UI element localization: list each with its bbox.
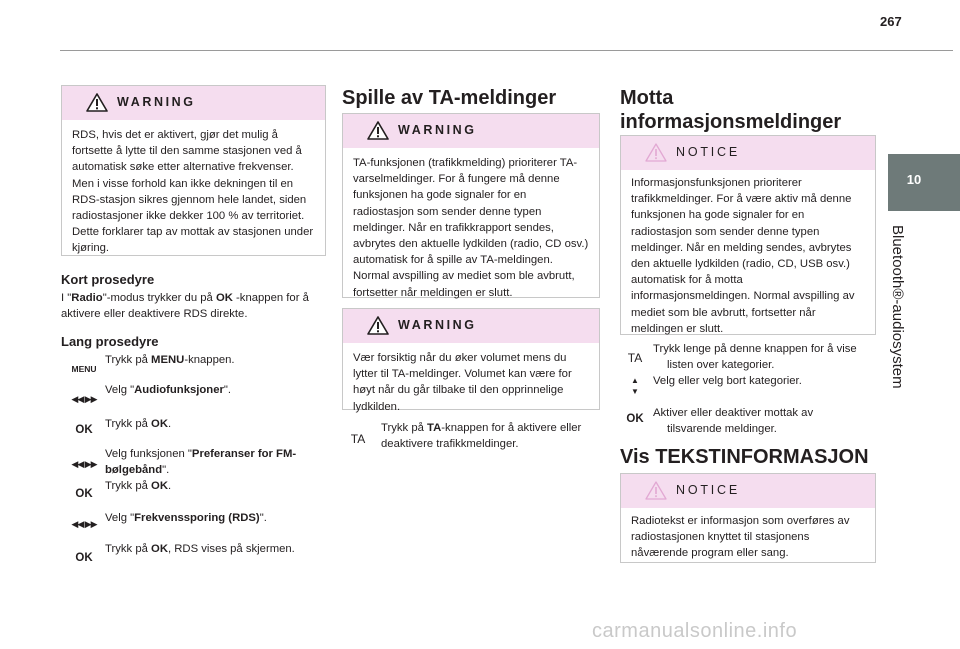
ta-button-symbol: TA: [627, 351, 643, 365]
step-1: Trykk på MENU-knappen.: [105, 354, 235, 366]
warning-header: [343, 114, 599, 148]
ok-button-symbol: OK: [75, 424, 93, 436]
warning-header: [343, 309, 599, 343]
menu-button-symbol: MENU: [71, 364, 97, 374]
notice-text: Radiotekst er informasjon som overføres av radiostasjonen knyttet til stasjonens nåværende program eller sang.: [631, 515, 850, 560]
ok-button-symbol: OK: [75, 488, 93, 500]
warning-box-rds: [61, 85, 326, 256]
warning-text: TA-funksjonen (trafikkmelding) prioriterer TA-varselmeldinger. For å fungere må denne funksjonen ha gode signaler for en radiostasjon som sender denne typen meldinger. Når en trafikkrapport sendes, avbrytes den aktuelle lydkilden (radio, CD osv.) automatisk for å spille av TA-meldingen. Normal avspilling av mediet som ble avbrutt, fortsetter når meldingen er slutt.: [353, 157, 589, 299]
ok-instruction: Aktiver eller deaktiver mottak av tilsvarende meldinger.: [653, 407, 814, 435]
notice-text: Informasjonsfunksjonen prioriterer trafikkmeldinger. For å være aktiv må denne funksjonen ha gode signaler for en radiostasjon som sender denne typen meldinger. Når en melding sendes, avbrytes den aktuelle lydkilden (radio, CD, USB osv.) automatisk for å motta informasjonsmeldingen. Normal avspilling av mediet som ble avbrutt, fortsetter når meldingen er slutt.: [631, 177, 855, 335]
ok-button-symbol: OK: [75, 552, 93, 564]
long-procedure-heading: Lang prosedyre: [61, 334, 159, 349]
info-section-heading: Motta informasjonsmeldinger: [620, 87, 842, 133]
arrows-icon: ◀◀ ▶▶: [71, 459, 97, 469]
text-info-heading: Vis TEKSTINFORMASJON: [620, 446, 869, 468]
header-rule: [60, 50, 953, 51]
step-6: Velg "Frekvenssporing (RDS)".: [105, 512, 267, 524]
notice-header: [621, 136, 875, 170]
notice-label: NOTICE: [676, 483, 741, 497]
notice-box-info: [620, 135, 876, 335]
warning-text: Vær forsiktig når du øker volumet mens du lytter til TA-meldinger. Volumet kan være for høyt når du går tilbake til den opprinnelige lydkilden.: [353, 352, 572, 413]
arrows-icon: ◀◀ ▶▶: [71, 394, 97, 404]
step-7: Trykk på OK, RDS vises på skjermen.: [105, 543, 295, 555]
notice-icon: [645, 143, 667, 162]
ta-section-heading: Spille av TA-meldinger: [342, 87, 557, 109]
page-number: 267: [880, 14, 902, 29]
warning-label: WARNING: [117, 95, 196, 109]
ta-long-press-text: Trykk lenge på denne knappen for å vise listen over kategorier. Velg eller velg bort kategorier.: [653, 343, 857, 387]
warning-box-ta: [342, 113, 600, 298]
chapter-title-text: Bluetooth®-audiosystem: [889, 225, 906, 389]
ta-button-symbol: TA: [350, 432, 366, 446]
step-4: Velg funksjonen "Preferanser for FM-bølgebånd".: [105, 448, 297, 476]
warning-label: WARNING: [398, 123, 477, 137]
warning-icon: [367, 121, 389, 140]
warning-label: WARNING: [398, 318, 477, 332]
warning-box-volume: [342, 308, 600, 413]
warning-icon: [86, 93, 108, 112]
warning-header: [62, 86, 325, 120]
ok-button-symbol: OK: [626, 413, 644, 425]
warning-icon: [367, 316, 389, 335]
notice-icon: [645, 481, 667, 500]
up-down-arrows-icon: ▲ ▼: [631, 376, 639, 396]
step-2: Velg "Audiofunksjoner".: [105, 384, 232, 396]
short-procedure-heading: Kort prosedyre: [61, 272, 155, 287]
step-3: Trykk på OK.: [105, 418, 172, 430]
arrows-icon: ◀◀ ▶▶: [71, 519, 97, 529]
notice-header: [621, 474, 875, 508]
watermark: carmanualsonline.info: [592, 620, 798, 642]
chapter-title: [880, 225, 920, 425]
notice-box-radiotext: [620, 473, 876, 563]
short-procedure-text: I "Radio"-modus trykker du på OK -knappen for å aktivere eller deaktivere RDS direkte.: [61, 292, 309, 320]
chapter-number: 10: [906, 172, 922, 187]
step-5: Trykk på OK.: [105, 480, 172, 492]
notice-label: NOTICE: [676, 145, 741, 159]
ta-instruction: Trykk på TA-knappen for å aktivere eller deaktivere trafikkmeldinger.: [381, 422, 582, 450]
warning-text: RDS, hvis det er aktivert, gjør det mulig å fortsette å lytte til den samme stasjonen ved å automatisk søke etter alternative frekvenser. Men i visse forhold kan ikke dekningen til en RDS-stasjon sikres gjennom hele landet, siden radiostasjoner ikke dekker 100 % av territoriet. Dette forklarer tap av mottak av stasjonen under kjøring.: [72, 129, 314, 255]
